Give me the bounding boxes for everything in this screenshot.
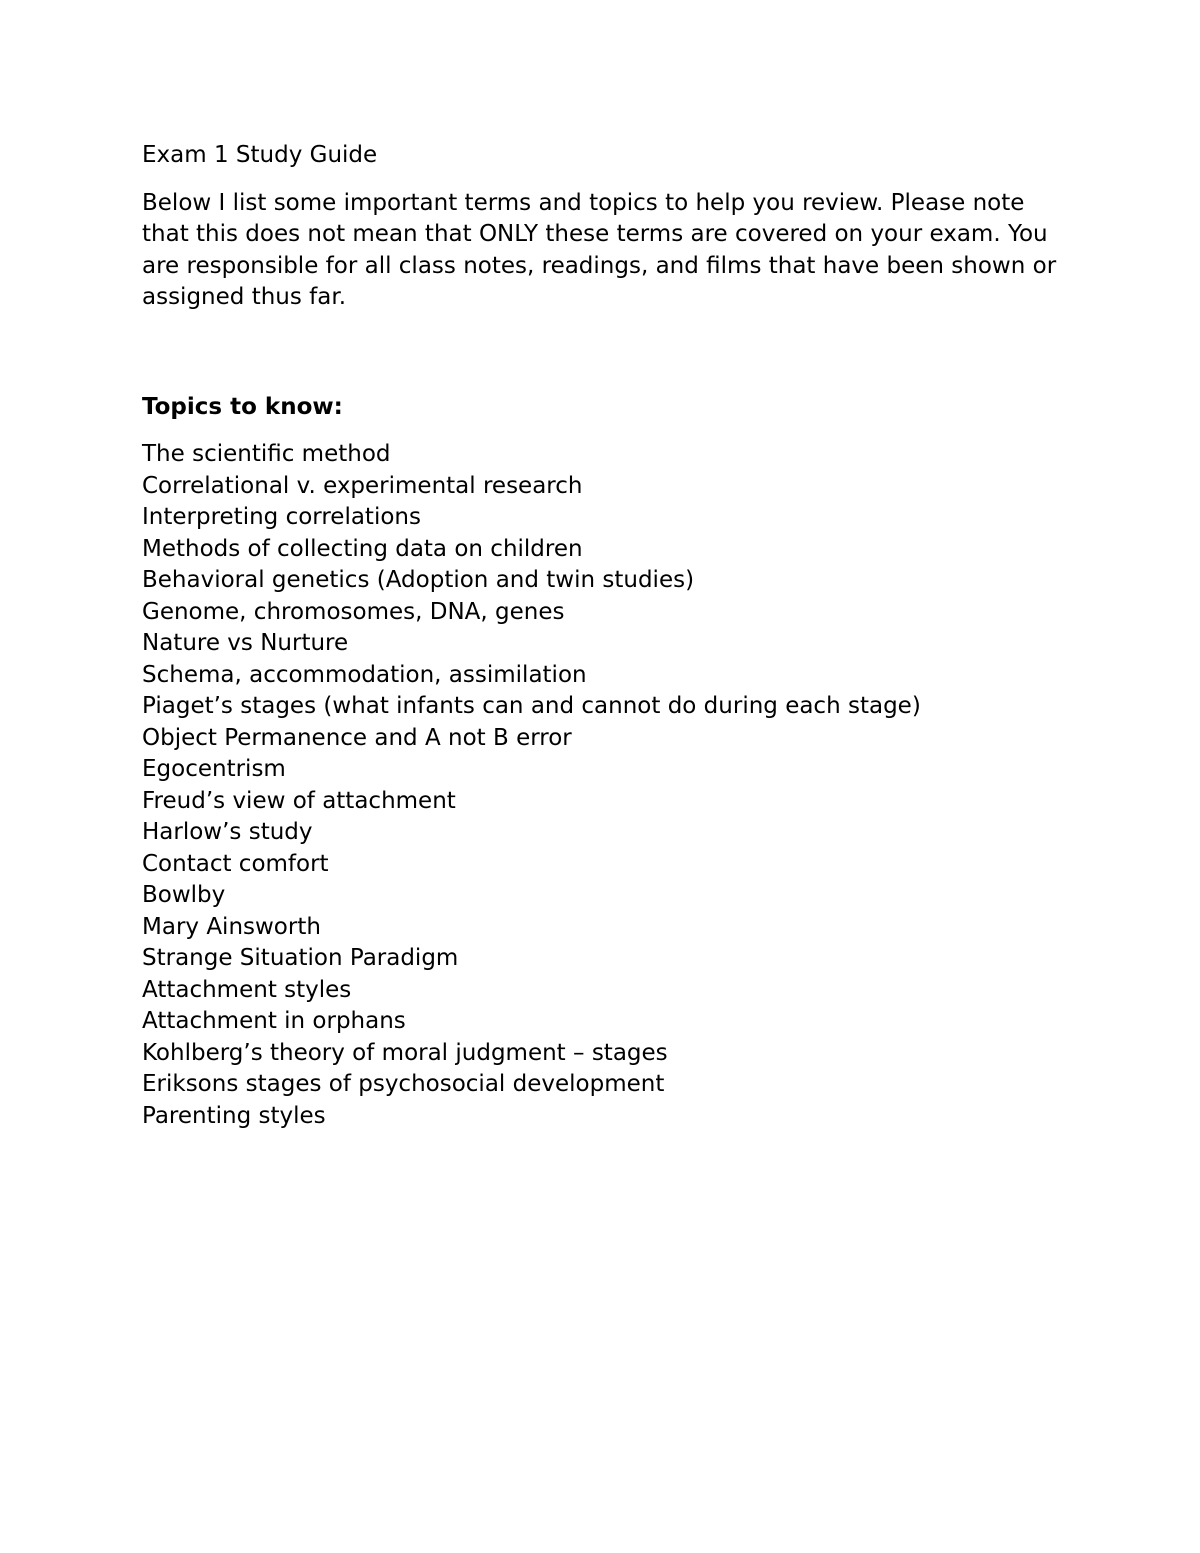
topic-item: Parenting styles	[142, 1102, 326, 1129]
topic-item: Eriksons stages of psychosocial development	[142, 1071, 665, 1097]
topic-item: Behavioral genetics (Adoption and twin studies)	[142, 567, 695, 593]
topics-list	[142, 439, 1062, 1132]
topic-item: Schema, accommodation, assimilation	[142, 661, 587, 688]
topic-item: Egocentrism	[142, 756, 286, 782]
topic-item: Methods of collecting data on children	[142, 535, 583, 562]
topic-item: Piaget’s stages (what infants can and cannot do during each stage)	[142, 693, 921, 719]
topic-item: Attachment styles	[142, 976, 352, 1003]
topic-item: Harlow’s study	[142, 819, 313, 845]
topic-item: Contact comfort	[142, 850, 329, 877]
topic-item: The scientific method	[142, 441, 391, 467]
document-title: Exam 1 Study Guide	[142, 142, 378, 168]
topic-item: Strange Situation Paradigm	[142, 945, 459, 971]
document-body	[142, 140, 1062, 1132]
topic-item: Genome, chromosomes, DNA, genes	[142, 598, 565, 625]
topic-item: Attachment in orphans	[142, 1008, 406, 1034]
topic-item: Interpreting correlations	[142, 504, 421, 530]
topic-item: Kohlberg’s theory of moral judgment – stages	[142, 1039, 668, 1066]
topic-item: Bowlby	[142, 882, 226, 908]
topic-item: Mary Ainsworth	[142, 913, 321, 940]
topic-item: Correlational v. experimental research	[142, 472, 583, 499]
topics-heading: Topics to know:	[142, 393, 343, 420]
topic-item: Freud’s view of attachment	[142, 787, 456, 814]
topic-item: Object Permanence and A not B error	[142, 724, 572, 751]
topic-item: Nature vs Nurture	[142, 630, 349, 656]
intro-paragraph: Below I list some important terms and topics to help you review. Please note that this does not mean that ONLY these terms are covered on your exam. You are responsible for all class notes, readings, and films that have been shown or assigned thus far.	[142, 189, 1057, 310]
